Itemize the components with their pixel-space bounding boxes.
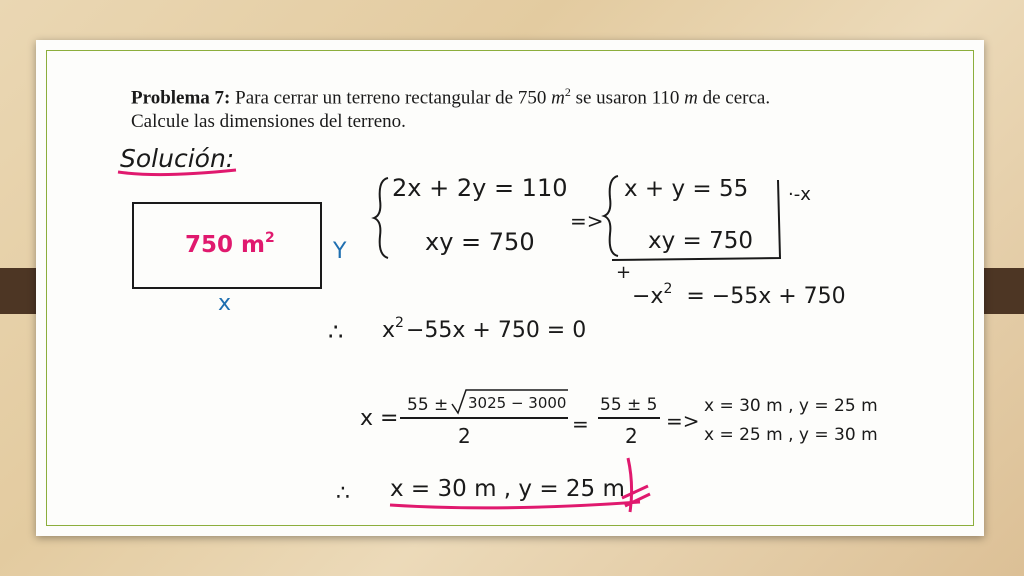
frac1-denominator: 2	[458, 424, 471, 448]
rect-area-label: 750 $m^2$	[185, 230, 275, 258]
frac1-numerator: 55 ±	[407, 395, 449, 415]
plus-sign: +	[616, 262, 632, 283]
sum-equation: $-x^2 = -55x + 750$	[632, 281, 846, 309]
final-answer: x = 30 m , y = 25 m	[390, 476, 625, 502]
solution-pair-a: x = 30 m , y = 25 m	[704, 396, 878, 416]
arrow-implies-2: =>	[666, 409, 700, 433]
side-y-label: Y	[333, 239, 347, 264]
system2-brace	[604, 176, 618, 256]
problem-text-2: se usaron 110	[570, 87, 685, 109]
problem-text-3: de cerca.	[697, 87, 771, 109]
unit-area: m	[551, 87, 565, 109]
problem-text-1: Para cerrar un terreno rectangular de 750	[230, 87, 552, 109]
problem-line-2: Calcule las dimensiones del terreno.	[131, 111, 406, 133]
therefore-symbol-2: ∴	[336, 481, 350, 506]
x-equals: x =	[360, 406, 399, 431]
unit-length: m	[684, 87, 698, 109]
arrow-implies-1: =>	[570, 209, 604, 233]
system1-eq2: xy = 750	[425, 228, 535, 256]
system2-eq2: xy = 750	[648, 228, 754, 254]
system1-eq1: 2x + 2y = 110	[392, 174, 568, 202]
final-answer-check-mark	[622, 458, 650, 512]
unit-area-exponent: 2	[564, 85, 571, 99]
side-x-label: x	[218, 291, 232, 316]
approx-equals: =	[572, 412, 589, 436]
solution-title: Solución:	[120, 144, 235, 173]
frac2-denominator: 2	[625, 424, 638, 448]
problem-label: Problema 7:	[131, 87, 231, 109]
quadratic-equation: $x^2-55x + 750 = 0$	[382, 315, 587, 343]
frac2-numerator: 55 ± 5	[600, 395, 658, 415]
system2-eq1: x + y = 55	[624, 176, 749, 202]
sqrt-radicand: 3025 − 3000	[468, 394, 567, 412]
system1-brace	[374, 178, 388, 258]
multiplier-note: ·-x	[788, 184, 811, 205]
therefore-symbol-1: ∴	[328, 318, 344, 346]
solution-pair-b: x = 25 m , y = 30 m	[704, 425, 878, 445]
final-answer-underline	[390, 502, 640, 508]
